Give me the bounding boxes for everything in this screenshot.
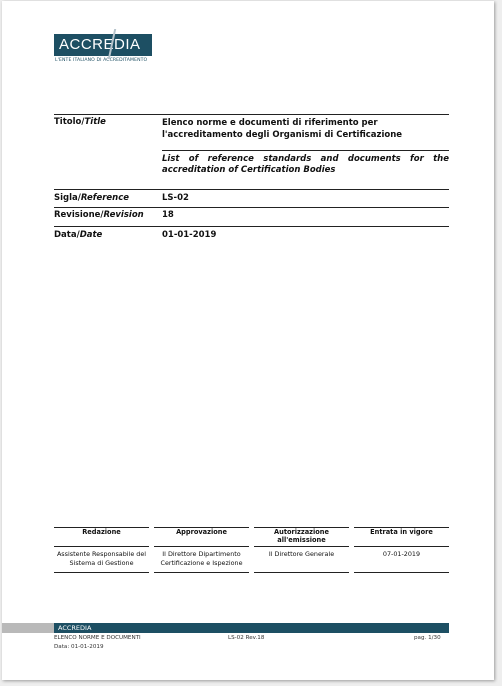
- revision-label: Revisione/Revision: [54, 210, 144, 220]
- approval-header: Autorizzazione all'emissione: [274, 528, 329, 544]
- approval-value: 07-01-2019: [382, 550, 421, 558]
- approval-value: Il Direttore Generale: [268, 550, 335, 558]
- divider: [162, 150, 449, 151]
- footer-org: ACCREDIA: [54, 623, 449, 633]
- divider: [54, 189, 449, 190]
- approval-column-autorizzazione: [254, 527, 349, 544]
- approval-column-approvazione: [154, 527, 249, 536]
- divider: [54, 207, 449, 208]
- approval-header: Entrata in vigore: [370, 528, 433, 536]
- reference-value: LS-02: [162, 193, 189, 203]
- footer-doc-title: ELENCO NORME E DOCUMENTI: [54, 635, 141, 641]
- approval-column-entrata: [354, 527, 449, 536]
- logo-tagline: L'ENTE ITALIANO DI ACCREDITAMENTO: [55, 58, 148, 63]
- divider: [54, 114, 449, 115]
- accredia-logo: [54, 34, 152, 63]
- approval-header: Approvazione: [176, 528, 227, 536]
- revision-value: 18: [162, 210, 174, 220]
- footer-page-number: pag. 1/30: [414, 635, 441, 641]
- title-italian: Elenco norme e documenti di riferimento per l'accreditamento degli Organismi di Certificazione: [162, 118, 403, 140]
- document-page: [2, 1, 494, 680]
- divider: [54, 226, 449, 227]
- approval-value: Assistente Responsabile del Sistema di Gestione: [56, 550, 147, 567]
- reference-label: Sigla/Reference: [54, 193, 130, 203]
- title-label: Titolo/Title: [54, 117, 106, 127]
- date-value: 01-01-2019: [162, 230, 217, 240]
- approval-column-redazione: [54, 527, 149, 536]
- footer-bar: [2, 623, 449, 633]
- logo-name: ACCREDIA: [59, 36, 141, 53]
- approval-value: Il Direttore Dipartimento Certificazione e Ispezione: [160, 550, 243, 567]
- title-english: List of reference standards and documents for the accreditation of Certification Bodies: [162, 154, 449, 175]
- approval-header: Redazione: [82, 528, 121, 536]
- date-label: Data/Date: [54, 230, 103, 240]
- footer-doc-ref: LS-02 Rev.18: [228, 635, 265, 641]
- footer-doc-date: Data: 01-01-2019: [54, 644, 104, 650]
